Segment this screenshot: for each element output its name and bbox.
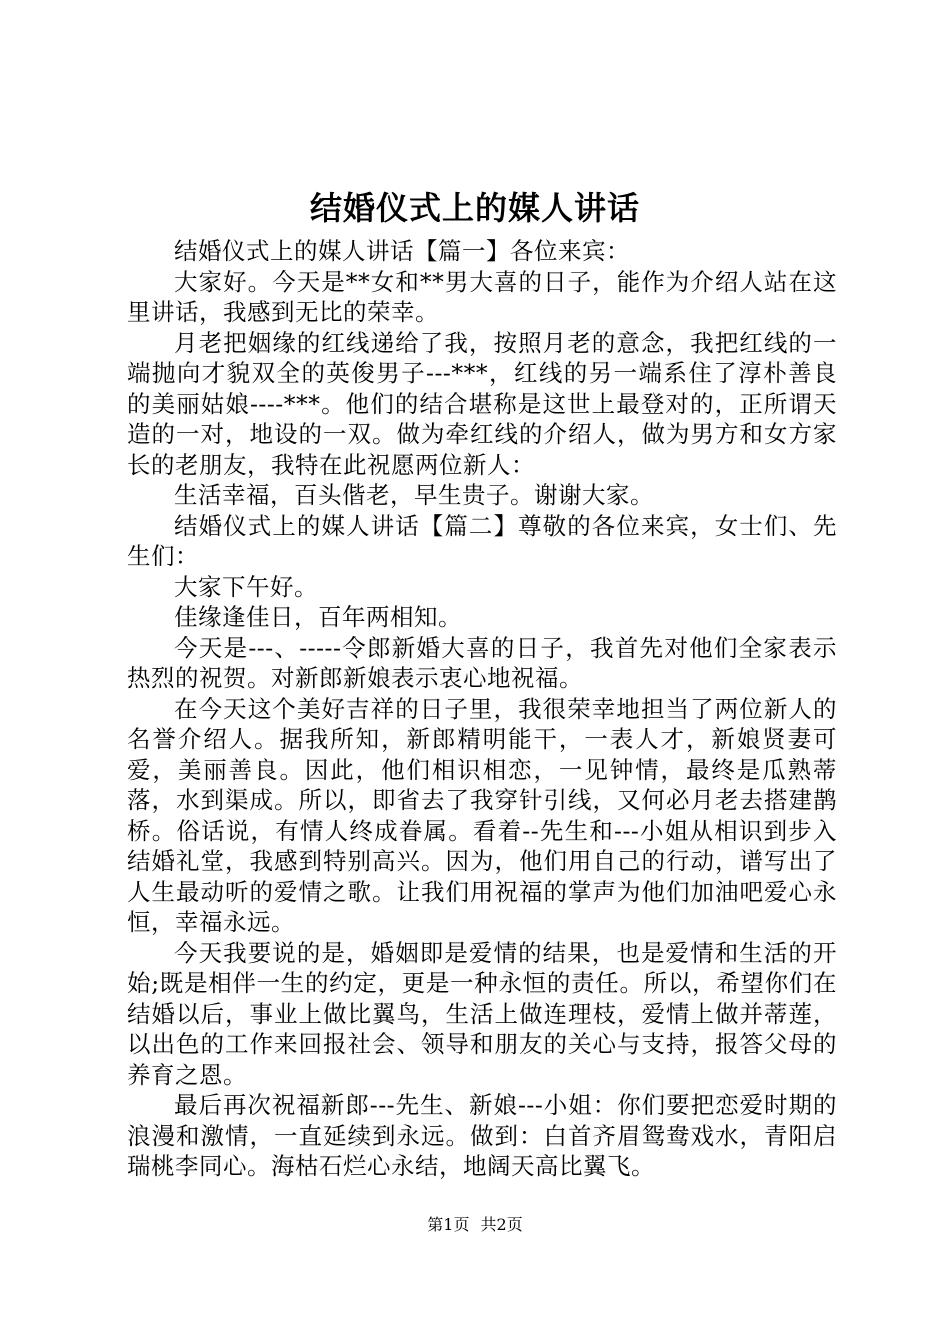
paragraph: 佳缘逢佳日，百年两相知。 — [174, 603, 462, 631]
paragraph: 结婚仪式上的媒人讲话【篇二】尊敬的各位来宾，女士们、先生们： — [127, 511, 837, 570]
paragraph: 最后再次祝福新郎---先生、新娘---小姐：你们要把恋爱时期的浪漫和激情，一直延续到永远。做到：白首齐眉鸳鸯戏水，青阳启瑞桃李同心。海枯石烂心永结，地阔天高比翼飞。 — [127, 1091, 837, 1180]
paragraph: 生活幸福，百头偕老，早生贵子。谢谢大家。 — [174, 481, 654, 509]
paragraph: 月老把姻缘的红线递给了我，按照月老的意念，我把红线的一端抛向才貌双全的英俊男子---***，红线的另一端系住了淳朴善良的美丽姑娘----***。他们的结合堪称是这世上最登对的，正所谓天造的一对，地设的一双。做为牵红线的介绍人，做为男方和女方家长的老朋友，我特在此祝愿两位新人： — [127, 328, 837, 479]
page-footer — [0, 1214, 950, 1236]
paragraph: 结婚仪式上的媒人讲话【篇一】各位来宾： — [174, 237, 630, 265]
page-number: 第1页 — [427, 1215, 470, 1234]
paragraph: 大家好。今天是**女和**男大喜的日子，能作为介绍人站在这里讲话，我感到无比的荣幸。 — [127, 267, 837, 326]
paragraph: 今天是---、-----令郎新婚大喜的日子，我首先对他们全家表示热烈的祝贺。对新郎新娘表示衷心地祝福。 — [127, 633, 837, 692]
document-body — [127, 236, 837, 1182]
paragraph: 大家下午好。 — [174, 572, 318, 601]
paragraph: 在今天这个美好吉祥的日子里，我很荣幸地担当了两位新人的名誉介绍人。据我所知，新郎精明能干，一表人才，新娘贤妻可爱，美丽善良。因此，他们相识相恋，一见钟情，最终是瓜熟蒂落，水到渠成。所以，即省去了我穿针引线，又何必月老去搭建鹊桥。俗话说，有情人终成眷属。看着--先生和---小姐从相识到步入结婚礼堂，我感到特别高兴。因为，他们用自己的行动，谱写出了人生最动听的爱情之歌。让我们用祝福的掌声为他们加油吧爱心永恒，幸福永远。 — [127, 694, 837, 936]
document-title: 结婚仪式上的媒人讲话 — [309, 189, 640, 227]
paragraph: 今天我要说的是，婚姻即是爱情的结果，也是爱情和生活的开始;既是相伴一生的约定，更是一种永恒的责任。所以，希望你们在结婚以后，事业上做比翼鸟，生活上做连理枝，爱情上做并蒂莲，以出色的工作来回报社会、领导和朋友的关心与支持，报答父母的养育之恩。 — [127, 938, 837, 1089]
page-total: 共2页 — [480, 1215, 523, 1234]
